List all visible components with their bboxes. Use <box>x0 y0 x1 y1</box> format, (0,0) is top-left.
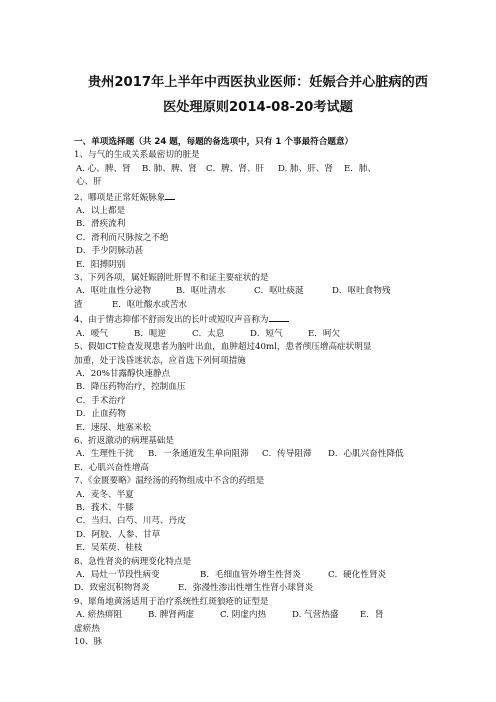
option: E．呕吐酸水或苦水 <box>112 299 188 310</box>
option: D. 肺、肝、肾 <box>278 163 334 174</box>
option: A．20%甘露醇快速静点 <box>76 368 171 379</box>
option-row <box>74 448 442 461</box>
option: D．手少阴脉动甚 <box>76 246 144 257</box>
answer-blank <box>165 190 175 200</box>
option: A．以上都是 <box>76 206 126 217</box>
option: 虚瘀热 <box>74 623 100 634</box>
question-block <box>74 475 442 555</box>
question-block <box>74 190 442 272</box>
option: A. 心、脾、肾 <box>76 163 131 174</box>
option: E．吴茱萸、桂枝 <box>76 543 143 554</box>
option-row <box>74 163 442 176</box>
option: B．呃逆 <box>134 328 167 339</box>
option: A．局灶一节段性病变 <box>76 570 160 580</box>
question-block <box>74 596 442 636</box>
option: C．呕吐痰涎 <box>254 286 304 297</box>
question-stem-cont: 加重，处于浅昏迷状态，应首选下列何项措施 <box>74 355 246 366</box>
question-block <box>74 312 442 341</box>
question-block <box>74 435 442 475</box>
option: D．致密沉积物肾炎 <box>74 583 150 594</box>
title-line-1: 贵州2017年上半年中西医执业医师：妊娠合并心脏病的西 <box>87 75 428 90</box>
question-stem: 8、急性肾炎的病理变化特点是 <box>74 556 192 567</box>
option: D．止血药物 <box>76 409 126 420</box>
option: C．当归、白芍、川芎、丹皮 <box>76 516 186 527</box>
option-row <box>74 582 442 595</box>
option: C．滑利而尺脉按之不绝 <box>76 232 169 243</box>
option: D．呕吐食物残 <box>332 286 391 297</box>
option: E．速尿、地塞米松 <box>76 422 152 433</box>
option: B. 肺、脾、肾 <box>142 163 197 174</box>
option: B．一条通道发生单向阻滞 <box>148 449 249 460</box>
option: 渣 <box>74 299 83 310</box>
question-stem: 3、下列各项，属妊娠剧吐肝胃不和证主要症状的是 <box>74 273 269 284</box>
document-title <box>66 70 450 120</box>
option: D. 气营热盛 <box>292 610 339 621</box>
option-row <box>74 609 442 622</box>
question-stem: 1、与气的生成关系最密切的脏是 <box>74 150 200 161</box>
option: E．呵欠 <box>308 328 341 339</box>
option: B．滑疾流利 <box>76 219 126 230</box>
question-block <box>74 556 442 596</box>
option: C．手术治疗 <box>76 395 126 406</box>
option: A．嗳气 <box>76 328 108 339</box>
option: A．呕吐血性分泌物 <box>76 286 151 297</box>
option: D．阿胶、人参、甘草 <box>76 529 161 540</box>
option: E．弥漫性渗出性增生性肾小球肾炎 <box>178 583 314 594</box>
option: E．肺、 <box>344 163 377 174</box>
option: C．脾、肾、肝 <box>206 163 265 174</box>
option: B. 脾肾两虚 <box>148 610 195 621</box>
option: E．阳搏阴别 <box>76 259 126 270</box>
option: C. 阴虚内热 <box>220 610 267 621</box>
option: A. 瘀热痹阻 <box>76 610 123 621</box>
question-stem: 10、脉 <box>74 637 103 648</box>
option: D．短气 <box>250 328 283 339</box>
option: A．麦冬、半夏 <box>76 489 134 500</box>
question-text: 4、由于情志抑郁不舒而发出的长叶或短叹声音称为 <box>74 315 269 326</box>
option-row <box>74 569 442 582</box>
option: C．太息 <box>192 328 225 339</box>
question-stem <box>74 190 442 205</box>
question-block <box>74 341 442 435</box>
question-stem <box>74 312 442 327</box>
option-row <box>74 328 442 341</box>
question-stem: 5、假如CT检查发现患者为脑叶出血，血肿超过40ml，患者颅压增高症状明显 <box>74 342 372 353</box>
option-row <box>74 285 442 298</box>
option-row <box>74 299 442 312</box>
option: E．心肌兴奋性增高 <box>74 462 150 473</box>
option: D．心肌兴奋性降低 <box>328 449 404 460</box>
option: A．生理性干扰 <box>76 449 134 460</box>
option: C．硬化性肾炎 <box>328 570 387 580</box>
question-text: 2、哪项是正常妊娠脉象 <box>74 192 166 203</box>
title-line-2: 医处理原则2014-08-20考试题 <box>163 100 353 115</box>
option: C．传导阻滞 <box>262 449 312 460</box>
question-stem: 6、折返激动的病理基础是 <box>74 435 174 446</box>
answer-blank <box>269 312 289 322</box>
option: B．毛细血管外增生性肾炎 <box>200 570 301 580</box>
question-block <box>74 149 442 189</box>
question-stem: 7、《金匮要略》温经汤的药物组成中不含的药组是 <box>74 476 265 487</box>
question-block <box>74 272 442 312</box>
question-stem: 9、犀角地黄汤适用于治疗系统性红斑狼疮的证型是 <box>74 596 269 607</box>
section-heading: 一、单项选择题（共 24 题，每题的备选项中，只有 1 个事最符合题意） <box>74 137 354 147</box>
option: B．降压药物治疗，控制血压 <box>76 382 186 393</box>
option: E．肾 <box>360 610 384 621</box>
question-block <box>74 636 442 649</box>
option: B．呕吐清水 <box>176 286 226 297</box>
option: B．莪术、牛膝 <box>76 502 134 513</box>
option-row: 心、肝 <box>76 177 102 188</box>
